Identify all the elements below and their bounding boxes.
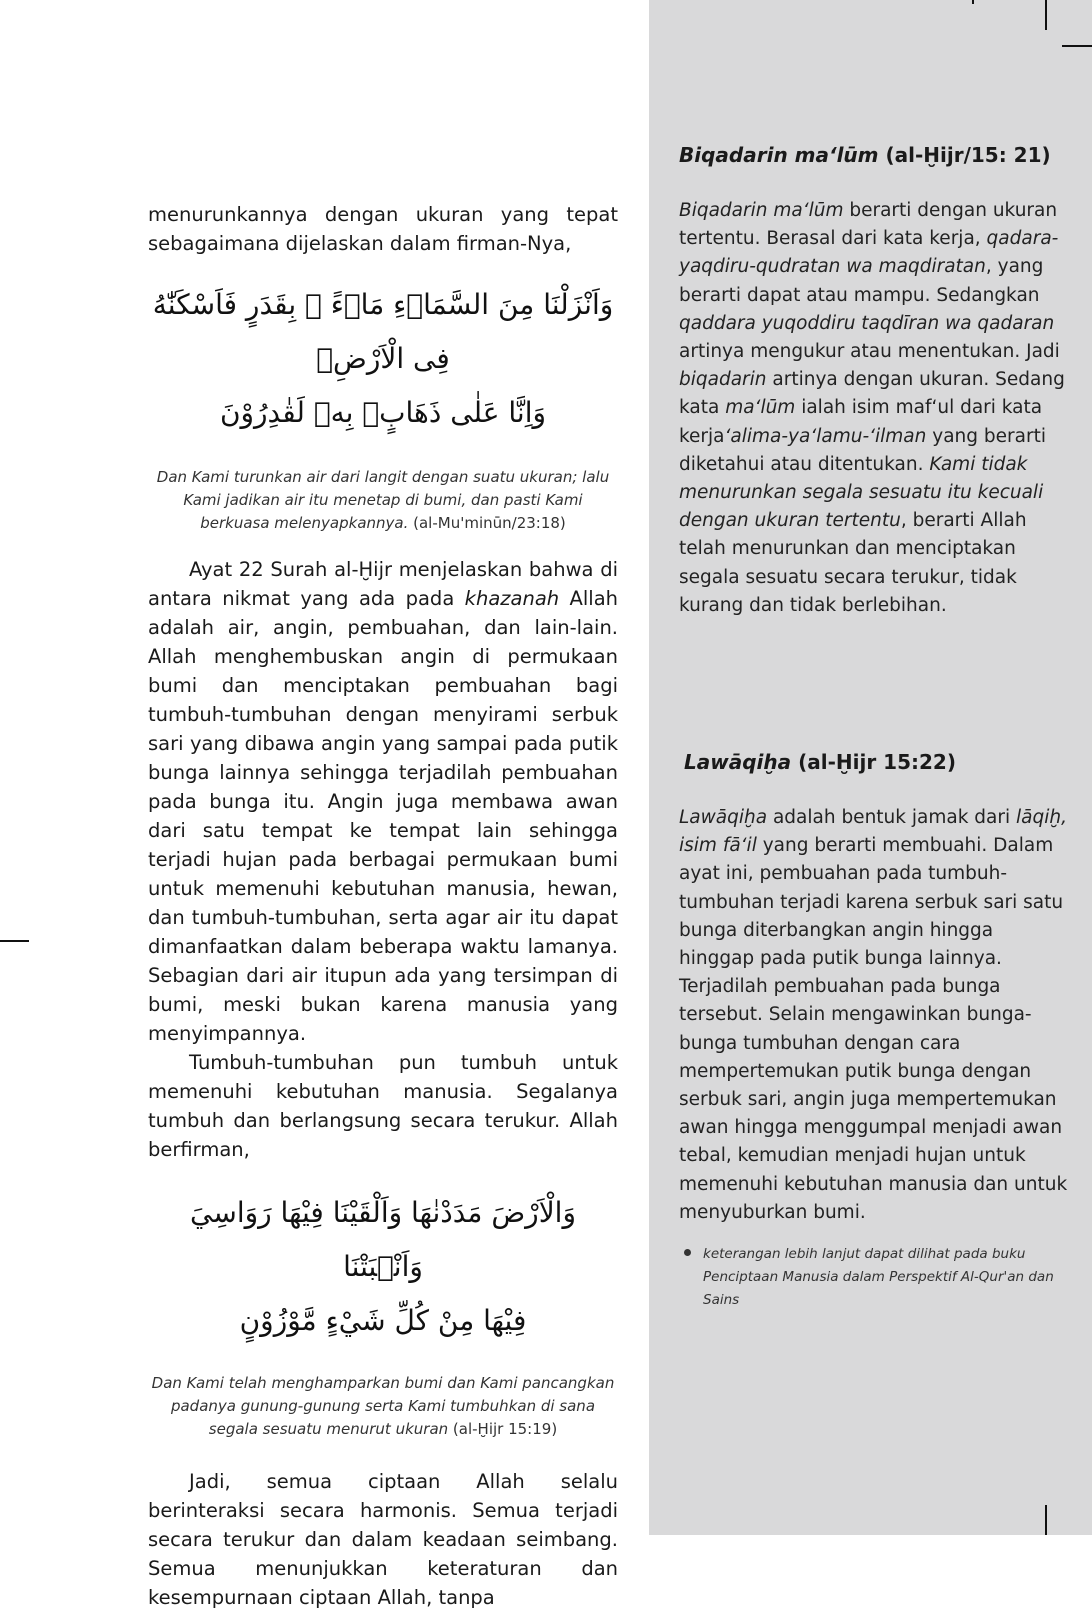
sidebar-note-text: keterangan lebih lanjut dapat dilihat pada buku Penciptaan Manusia dalam Perspektif Al-Qur'an dan Sains [703, 1246, 1054, 1309]
s1-i2: qadara-yaqdiru-qudratan wa maqdiratan [679, 228, 1059, 278]
bullet-icon [684, 1249, 691, 1256]
sidebar-heading-2-ref: (al-Ḫijr 15:22) [791, 750, 956, 774]
arabic-verse-1 [148, 278, 618, 440]
arabic-verse-2-line-1: وَالْاَرْضَ مَدَدْنٰهَا وَاَلْقَيْنَا فِيْهَا رَوَاسِيَ وَاَنْۢبَتْنَا [190, 1196, 576, 1283]
arabic-verse-2-line-2: فِيْهَا مِنْ كُلِّ شَيْءٍ مَّوْزُوْنٍ [239, 1304, 527, 1337]
sidebar-heading-2-term: Lawāqiḫa [684, 750, 792, 774]
crop-mark-left-middle [0, 940, 29, 942]
sidebar-section-2 [679, 750, 1069, 1312]
sidebar-note [679, 1243, 1069, 1312]
s2-i1: Lawāqiḫa [679, 807, 768, 828]
arabic-verse-1-line-2: وَاِنَّا عَلٰى ذَهَابٍۢ بِهٖ لَقٰدِرُوْنَ [219, 396, 547, 429]
s1-i6: ‘alima-ya‘lamu-‘ilman [724, 425, 927, 447]
s1-t7: , berarti Allah telah menurunkan dan menciptakan segala sesuatu secara terukur, tidak kurang dan tidak berlebihan. [679, 510, 1027, 616]
translation-2 [148, 1372, 618, 1441]
s2-i2: lāqiḫ, isim fā‘il [679, 807, 1067, 857]
crop-mark-top-horizontal [1062, 45, 1092, 47]
s1-i5: ma‘lūm [725, 397, 796, 419]
s2-t1: adalah bentuk jamak dari [767, 807, 1016, 828]
translation-2-text: Dan Kami telah menghamparkan bumi dan Kami pancangkan padanya gunung-gunung serta Kami tumbuhkan di sana segala sesuatu menurut ukuran [151, 1374, 615, 1438]
sidebar-heading-1-term: Biqadarin ma‘lūm [679, 143, 879, 167]
paragraph-conclusion: Jadi, semua ciptaan Allah selalu berinteraksi secara harmonis. Semua terjadi secara terukur dan dalam keadaan seimbang. Semua menunjukkan keteraturan dan kesempurnaan ciptaan Allah, tanpa [148, 1470, 618, 1609]
sidebar-text-1 [679, 197, 1069, 620]
s1-i4: biqadarin [679, 369, 767, 391]
s1-t4: artinya dengan ukuran. Sedang kata [679, 369, 1065, 419]
sidebar-heading-1 [679, 143, 1069, 167]
sidebar-heading-2 [679, 750, 1069, 774]
translation-1-ref: (al-Mu'minūn/23:18) [413, 514, 566, 532]
crop-mark-bottom-vertical [1045, 1505, 1047, 1535]
sidebar-section-1 [679, 143, 1069, 620]
s1-t5: ialah isim maf‘ul dari kata kerja [679, 397, 1043, 447]
s1-i7: Kami tidak menurunkan segala sesuatu itu kecuali dengan ukuran tertentu [679, 453, 1044, 532]
s1-i3: qaddara yuqoddiru taqdīran wa qadaran [679, 312, 1055, 334]
para2-italic: khazanah [464, 587, 560, 610]
crop-mark-top-vertical [1045, 0, 1047, 30]
translation-1 [148, 466, 618, 535]
s1-t2: , yang berarti dapat atau mampu. Sedangkan [679, 256, 1044, 306]
main-column [148, 200, 618, 1612]
s1-t6: yang berarti diketahui atau ditentukan. [679, 425, 1046, 475]
s1-i1: Biqadarin ma‘lūm [679, 200, 844, 221]
s1-t1: berarti dengan ukuran tertentu. Berasal dari kata kerja, [679, 200, 1058, 250]
crop-mark-top-tick [972, 0, 974, 4]
translation-2-ref: (al-Ḫijr 15:19) [452, 1420, 558, 1438]
para2-text-a: Ayat 22 Surah al-Ḫijr menjelaskan bahwa di antara nikmat yang ada pada [148, 558, 618, 610]
s1-t3: artinya mengukur atau menentukan. Jadi [679, 341, 1060, 363]
sidebar-heading-1-ref: (al-Ḫijr/15: 21) [878, 143, 1051, 167]
para2-text-b: Allah adalah air, angin, pembuahan, dan lain-lain. Allah menghembuskan angin di permukaan bumi dan menciptakan pembuahan bagi tumbuh-tumbuhan dengan menyirami serbuk sari yang dibawa angin yang sampai pada putik bunga lainnya sehingga terjadilah pembuahan pada bunga itu. Angin juga membawa awan dari satu tempat ke tempat lain sehingga terjadi hujan pada berbagai permukaan bumi untuk memenuhi kebutuhan manusia, hewan, dan tumbuh-tumbuhan, serta agar air itu dapat dimanfaatkan dalam beberapa waktu lamanya. Sebagian dari air itupun ada yang tersimpan di bumi, meski bukan karena manusia yang menyimpannya. [148, 587, 619, 1045]
sidebar-text-2 [679, 804, 1069, 1227]
translation-1-text: Dan Kami turunkan air dari langit dengan suatu ukuran; lalu Kami jadikan air itu menetap di bumi, dan pasti Kami berkuasa melenyapkannya. [156, 468, 610, 532]
arabic-verse-2 [148, 1186, 618, 1348]
s2-t2: yang berarti membuahi. Dalam ayat ini, pembuahan pada tumbuh-tumbuhan terjadi karena serbuk sari satu bunga diterbangkan angin hingga hinggap pada putik bunga lainnya. Terjadilah pembuahan pada bunga tersebut. Selain mengawinkan bunga-bunga tumbuhan dengan cara mempertemukan putik bunga dengan serbuk sari, angin juga mempertemukan awan hingga menggumpal menjadi awan tebal, kemudian menjadi hujan untuk memenuhi kebutuhan manusia dan untuk menyuburkan bumi. [679, 835, 1068, 1223]
arabic-verse-1-line-1: وَاَنْزَلْنَا مِنَ السَّمَاۤءِ مَاۤءً ۢ بِقَدَرٍ فَاَسْكَنّٰهُ فِى الْاَرْضِۖ [152, 288, 614, 375]
paragraph-tumbuhan: Tumbuh-tumbuhan pun tumbuh untuk memenuhi kebutuhan manusia. Segalanya tumbuh dan berlangsung secara terukur. Allah berfirman, [148, 1051, 618, 1161]
paragraph-ayat-22 [148, 555, 618, 1048]
paragraph-intro: menurunkannya dengan ukuran yang tepat sebagaimana dijelaskan dalam firman-Nya, [148, 203, 618, 255]
